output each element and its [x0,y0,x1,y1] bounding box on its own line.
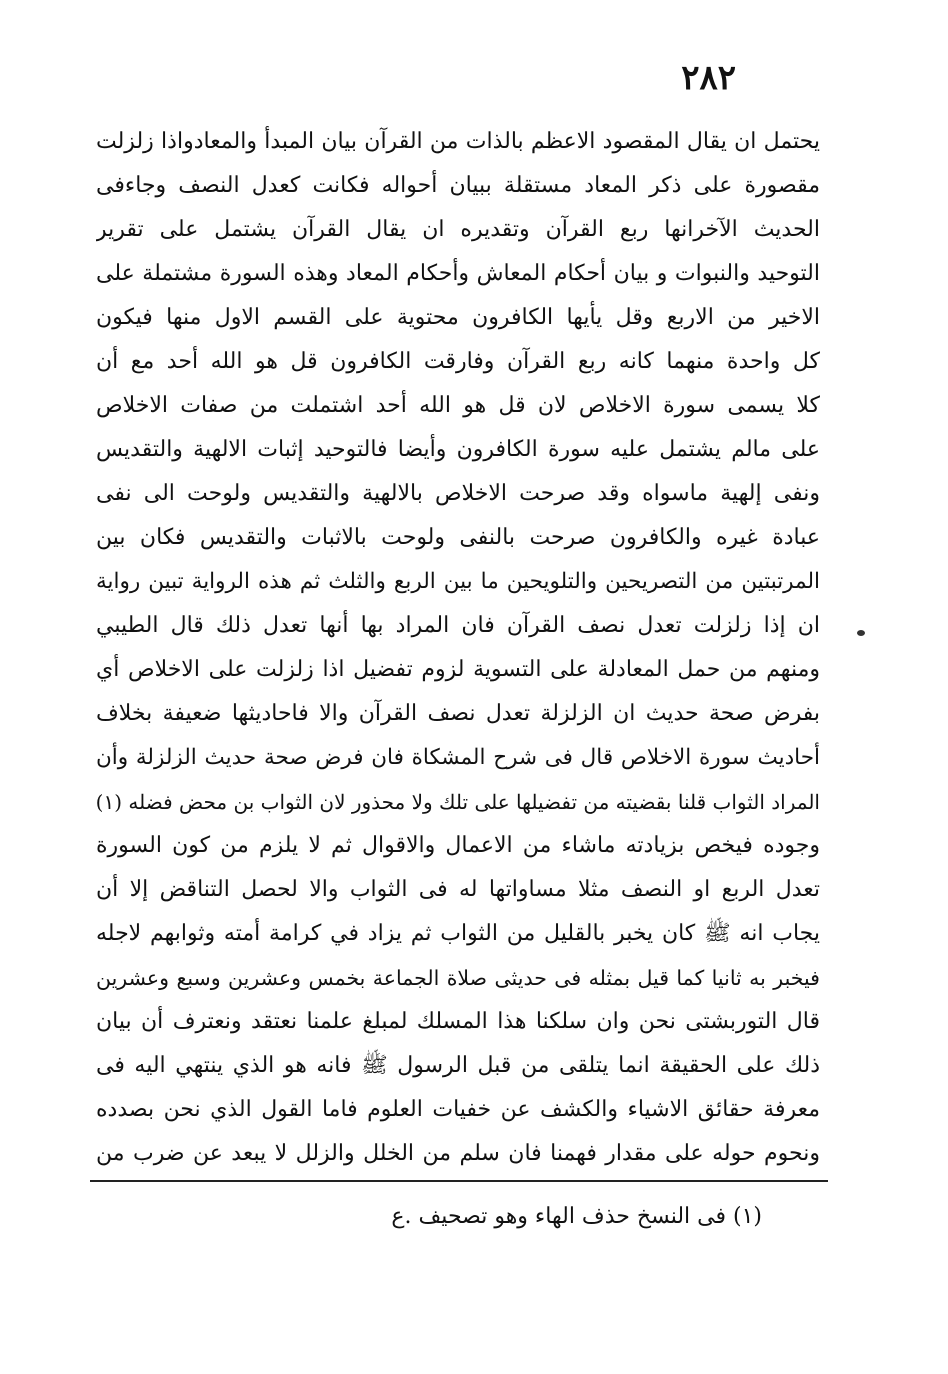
text-line: كلا يسمى سورة الاخلاص لان قل هو الله أحد اشتملت من صفات الاخلاص [96,393,820,418]
footnote-divider [90,1180,828,1182]
text-line: فيخبر به ثانيا كما قيل بمثله فى حديثى صلاة الجماعة بخمس وعشرين وسبع وعشرين [96,966,820,990]
text-line: عبادة غيره والكافرون صرحت بالنفى ولوحت بالاثبات والتقديس فكان بين [96,525,820,550]
text-line: قال التوربشتى نحن وان سلكنا هذا المسلك لمبلغ علمنا نعتقد ونعترف أن بيان [96,1009,820,1034]
text-line: التوحيد والنبوات و بيان أحكام المعاش وأحكام المعاد وهذه السورة مشتملة على [96,261,820,286]
text-line: كل واحدة منهما كانه ربع القرآن وفارقت الكافرون قل هو الله أحد مع أن [96,349,820,374]
text-line: على مالم يشتمل عليه سورة الكافرون وأيضا فالتوحيد إثبات الالهية والتقديس [96,437,820,462]
text-line: ومنهم من حمل المعادلة على التسوية لزوم تفضيل اذا زلزلت على الاخلاص أي [96,657,820,682]
text-line: بفرض صحة حديث ان الزلزلة تعدل نصف القرآن والا فاحاديثها ضعيفة بخلاف [96,701,820,726]
page-number: ٢٨٢ [681,58,736,98]
text-line: ونفى إلهية ماسواه وقد صرحت الاخلاص بالالهية والتقديس ولوحت الى نفى [96,481,820,506]
text-line: يحتمل ان يقال المقصود الاعظم بالذات من القرآن بيان المبدأ والمعادواذا زلزلت [96,129,820,154]
text-line: مقصورة على ذكر المعاد مستقلة ببيان أحواله فكانت كعدل النصف وجاءفى [96,173,820,198]
footnote: (١) فى النسخ حذف الهاء وهو تصحيف .ع [391,1204,762,1229]
text-line: ذلك على الحقيقة انما يتلقى من قبل الرسول ﷺ فانه هو الذي ينتهي اليه فى [96,1053,820,1078]
text-line: الاخير من الاربع وقل يأيها الكافرون محتوية على القسم الاول منها فيكون [96,305,820,330]
text-line: تعدل الربع او النصف مثلا مساواتها له فى الثواب والا لحصل التناقض إلا أن [96,877,820,902]
text-line: وجوده فيخص بزيادته ماشاء من الاعمال والاقوال ثم لا يلزم من كون السورة [96,833,820,858]
text-line: معرفة حقائق الاشياء والكشف عن خفيات العلوم فاما القول الذي نحن بصدده [96,1097,820,1122]
text-line: الحديث الآخرانها ربع القرآن وتقديره ان يقال القرآن يشتمل على تقرير [96,217,820,242]
text-line: ونحوم حوله على مقدار فهمنا فان سلم من الخلل والزلل لا يبعد عن ضرب من [96,1141,820,1166]
text-line: المرتبتين من التصريحين والتلويحين ما بين الربع والثلث ثم هذه الرواية تبين رواية [96,569,820,594]
ink-speck-mark [857,630,865,636]
text-line: ان إذا زلزلت تعدل نصف القرآن فان المراد بها أنها تعدل ذلك قال الطيبي [96,613,820,638]
text-line: أحاديث سورة الاخلاص قال فى شرح المشكاة فان فرض صحة حديث الزلزلة وأن [96,745,820,770]
main-text-block [96,120,820,1176]
text-line: المراد الثواب قلنا بقضيته من تفضيلها على تلك ولا محذور لان الثواب بن محض فضله (١) [96,790,820,814]
text-line: يجاب انه ﷺ كان يخبر بالقليل من الثواب ثم يزاد في كرامة أمته وثوابهم لاجله [96,921,820,946]
